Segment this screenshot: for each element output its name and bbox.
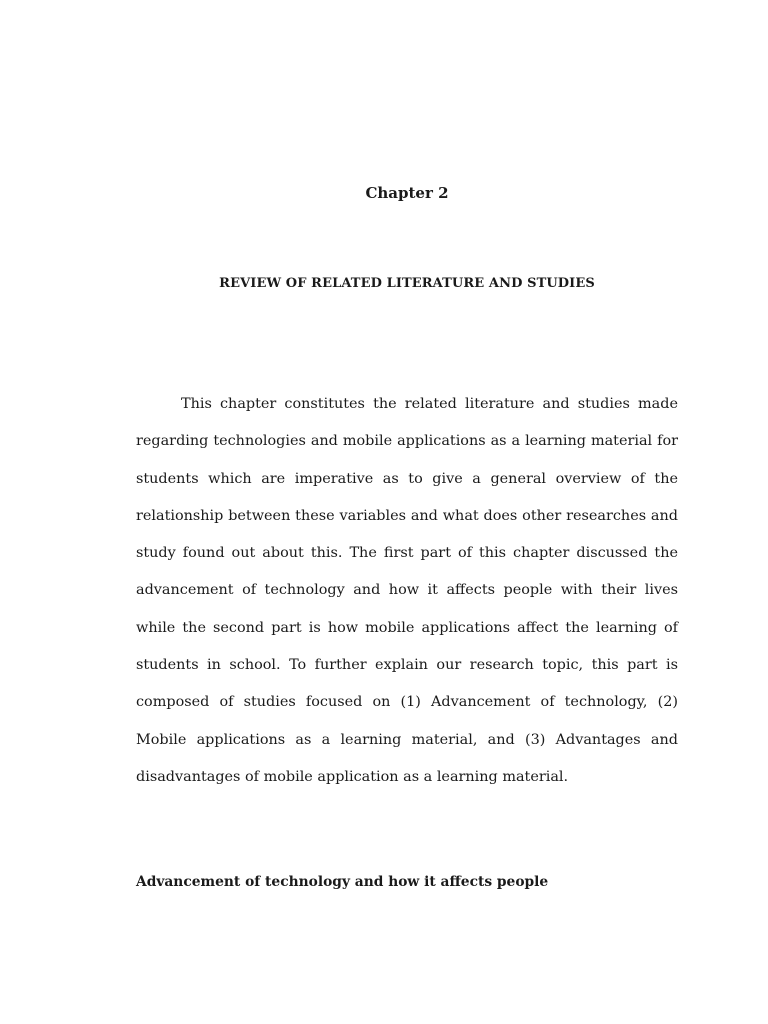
section-heading: Advancement of technology and how it affects people — [136, 874, 549, 890]
intro-paragraph: This chapter constitutes the related literature and studies made regarding technologies and mobile applications as a learning material for students which are imperative as to give a general overview of the relationship between these variables and what does other researches and study found out about this. The first part of this chapter discussed the advancement of technology and how it affects people with their lives while the second part is how mobile applications affect the learning of students in school. To further explain our research topic, this part is composed of studies focused on (1) Advancement of technology, (2) Mobile applications as a learning material, and (3) Advantages and disadvantages of mobile application as a learning material. — [136, 396, 678, 785]
chapter-number: Chapter 2 — [365, 184, 449, 202]
chapter-title: REVIEW OF RELATED LITERATURE AND STUDIES — [219, 276, 595, 291]
